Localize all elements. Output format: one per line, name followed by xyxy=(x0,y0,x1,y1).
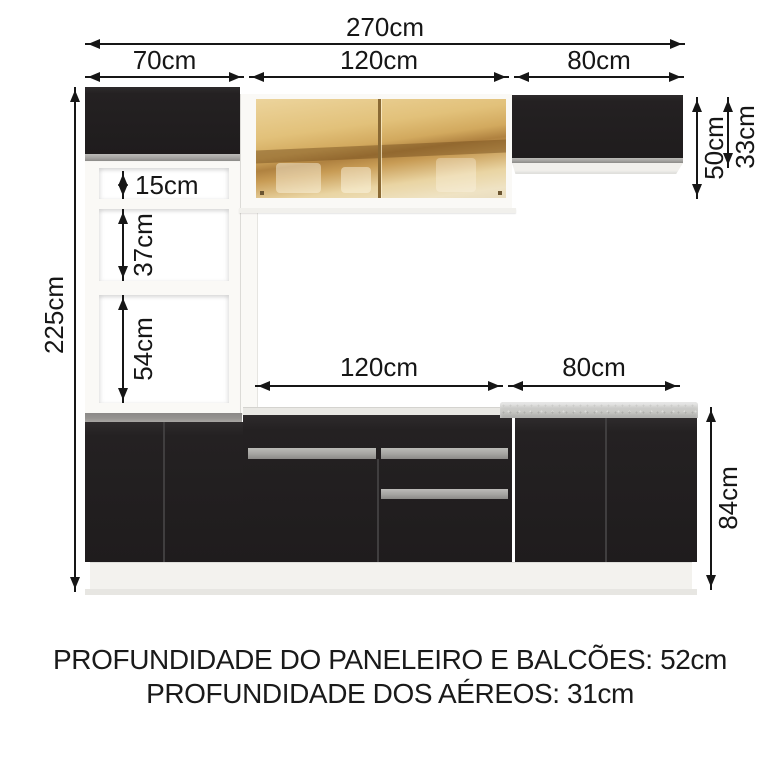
dim-base-right-width-arrow xyxy=(508,385,680,387)
dim-upper-right-width-label: 80cm xyxy=(567,45,631,75)
middle-drawer-handle-right xyxy=(381,448,508,459)
dim-upper-left-width-arrow xyxy=(85,76,244,78)
left-base-countertop xyxy=(85,413,242,422)
glass-door-handle-right xyxy=(498,191,502,195)
shelf-niche-bottom xyxy=(99,295,229,403)
middle-lower-drawer-handle xyxy=(381,489,508,499)
dim-niche-middle-label: 37cm xyxy=(128,213,158,277)
middle-drawer-handle-left xyxy=(248,448,376,459)
dim-aereo-total-height-label: 50cm xyxy=(699,116,729,180)
glass-reflection-shape xyxy=(341,167,371,193)
dim-total-height-arrow xyxy=(74,87,76,592)
dim-total-height-label: 225cm xyxy=(39,275,69,355)
dim-base-middle-width-arrow xyxy=(255,385,503,387)
glass-reflection-shape xyxy=(276,163,321,193)
right-wall-cabinet-handle xyxy=(512,158,683,163)
dim-total-width-label: 270cm xyxy=(345,12,425,42)
dim-niche-bottom-label: 54cm xyxy=(128,317,158,381)
footer-depth-note-1: PROFUNDIDADE DO PANELEIRO E BALCÕES: 52cm xyxy=(53,644,727,675)
dim-niche-top-arrow xyxy=(122,171,124,199)
tall-cabinet-upper-handle xyxy=(85,154,240,161)
dim-niche-middle-arrow xyxy=(122,209,124,281)
dim-base-height-label: 84cm xyxy=(713,466,743,530)
floor-shadow xyxy=(85,589,697,595)
dim-upper-middle-width-arrow xyxy=(249,76,509,78)
dim-base-right-width-label: 80cm xyxy=(562,352,626,382)
tall-cabinet-upper-door xyxy=(85,87,240,154)
dim-upper-middle-width-label: 120cm xyxy=(339,45,419,75)
glass-sliding-doors xyxy=(256,99,506,198)
glass-wall-cabinet-lip xyxy=(239,208,516,213)
right-base-granite-countertop xyxy=(500,402,698,418)
dim-niche-top-label: 15cm xyxy=(135,170,199,200)
glass-reflection-shape xyxy=(436,158,476,192)
dim-upper-right-width-arrow xyxy=(514,76,684,78)
right-wall-cabinet-door xyxy=(512,95,683,158)
dim-aereo-total-height-arrow xyxy=(696,97,698,199)
dim-niche-bottom-arrow xyxy=(122,295,124,403)
glass-door-divider xyxy=(378,99,381,198)
dim-aereo-door-height-arrow xyxy=(727,97,729,168)
dim-aereo-door-height-label: 33cm xyxy=(730,105,760,169)
glass-door-handle-left xyxy=(260,191,264,195)
door-seam xyxy=(377,459,379,562)
dim-base-height-arrow xyxy=(710,407,712,590)
door-seam xyxy=(163,422,165,562)
door-seam xyxy=(605,418,607,562)
dim-upper-left-width-label: 70cm xyxy=(132,45,197,75)
dim-base-middle-width-label: 120cm xyxy=(339,352,419,382)
footer-depth-note-2: PROFUNDIDADE DOS AÉREOS: 31cm xyxy=(146,678,634,709)
right-wall-cabinet-shelf xyxy=(512,163,683,174)
plinth xyxy=(90,562,692,590)
